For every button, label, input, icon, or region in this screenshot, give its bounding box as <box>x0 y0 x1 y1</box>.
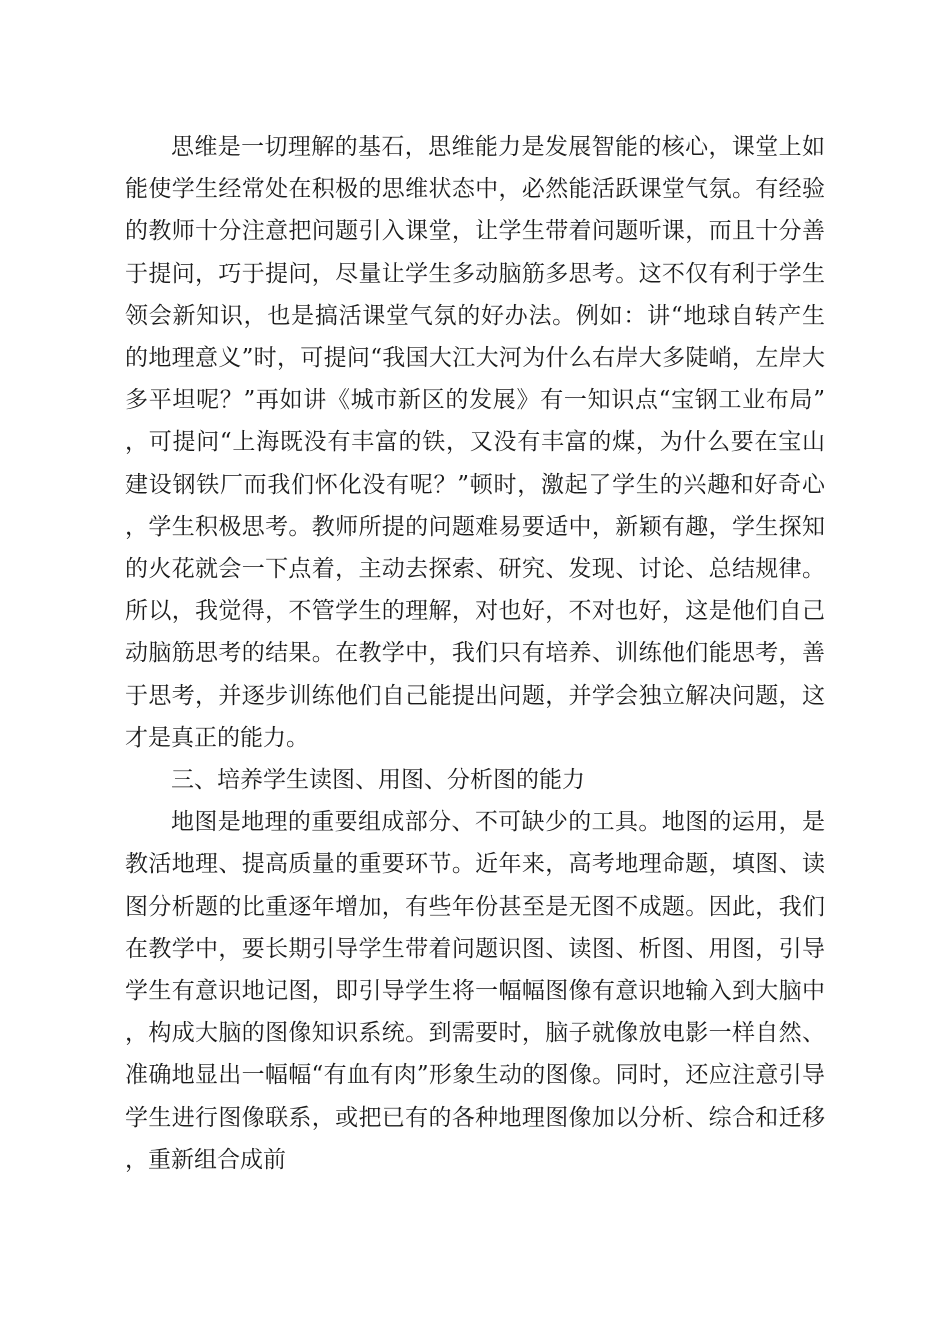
section-heading-maps: 三、培养学生读图、用图、分析图的能力 <box>171 767 585 794</box>
document-body <box>125 126 825 1181</box>
paragraph-thinking: 思维是一切理解的基石，思维能力是发展智能的核心，课堂上如能使学生经常处在积极的思维状态中，必然能活跃课堂气氛。有经验的教师十分注意把问题引入课堂，让学生带着问题听课，而且十分善于提问，巧于提问，尽量让学生多动脑筋多思考。这不仅有利于学生领会新知识，也是搞活课堂气氛的好办法。例如：讲“地球自转产生的地理意义”时，可提问“我国大江大河为什么右岸大多陡峭，左岸大多平坦呢？”再如讲《城市新区的发展》有一知识点“宝钢工业布局”，可提问“上海既没有丰富的铁，又没有丰富的煤，为什么要在宝山建设钢铁厂而我们怀化没有呢？”顿时，激起了学生的兴趣和好奇心，学生积极思考。教师所提的问题难易要适中，新颖有趣，学生探知的火花就会一下点着，主动去探索、研究、发现、讨论、总结规律。所以，我觉得，不管学生的理解，对也好，不对也好，这是他们自己动脑筋思考的结果。在教学中，我们只有培养、训练他们能思考，善于思考，并逐步训练他们自己能提出问题，并学会独立解决问题，这才是真正的能力。 <box>125 134 825 751</box>
paragraph-maps: 地图是地理的重要组成部分、不可缺少的工具。地图的运用，是教活地理、提高质量的重要环节。近年来，高考地理命题，填图、读图分析题的比重逐年增加，有些年份甚至是无图不成题。因此，我们在教学中，要长期引导学生带着问题识图、读图、析图、用图，引导学生有意识地记图，即引导学生将一幅幅图像有意识地输入到大脑中，构成大脑的图像知识系统。到需要时，脑子就像放电影一样自然、准确地显出一幅幅“有血有肉”形象生动的图像。同时，还应注意引导学生进行图像联系，或把已有的各种地理图像加以分析、综合和迁移，重新组合成前 <box>125 809 825 1173</box>
